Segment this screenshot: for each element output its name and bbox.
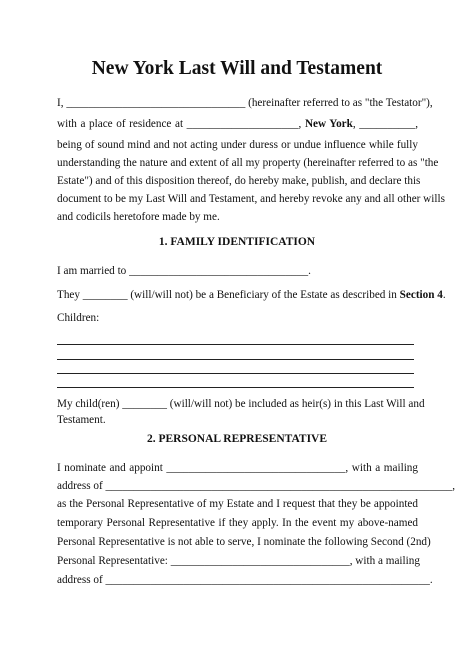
section-1-heading: 1. FAMILY IDENTIFICATION [158, 236, 316, 248]
intro-line-3: being of sound mind and not acting under duress or undue influence while fully [57, 139, 418, 151]
intro-line-5: Estate") and of this disposition thereof, do hereby make, publish, and declare this [57, 175, 421, 187]
section-2-heading: 2. PERSONAL REPRESENTATIVE [146, 433, 328, 445]
residence-tail: , __________, [352, 118, 419, 130]
representative-line-5: Personal Representative is not able to serve, I nominate the following Second (2nd) [57, 536, 431, 548]
state-name: New York [304, 118, 353, 130]
representative-line-1: I nominate and appoint ________________________________, with a mailing [57, 462, 418, 474]
children-blank-line[interactable] [57, 387, 414, 388]
intro-line-1: I, ________________________________ (hereinafter referred to as "the Testator"), [57, 97, 433, 109]
representative-line-3: as the Personal Representative of my Estate and I request that they be appointed [57, 498, 418, 510]
intro-line-2 [57, 117, 418, 131]
intro-line-4: understanding the nature and extent of all my property (hereinafter referred to as "the [57, 157, 439, 169]
beneficiary-tail: . [442, 289, 446, 301]
children-blank-line[interactable] [57, 373, 414, 374]
married-line: I am married to ________________________________. [57, 265, 311, 277]
beneficiary-line [57, 288, 446, 302]
children-heirs-line-1: My child(ren) ________ (will/will not) be included as heir(s) in this Last Will and [57, 398, 425, 410]
intro-line-7: and codicils heretofore made by me. [57, 211, 220, 223]
intro-line-6: document to be my Last Will and Testament, and hereby revoke any and all other wills [57, 193, 445, 205]
children-blank-line[interactable] [57, 359, 414, 360]
residence-text: with a place of residence at ____________________, [57, 118, 305, 130]
children-heirs-line-2: Testament. [57, 414, 106, 426]
representative-line-7: address of __________________________________________________________. [57, 574, 433, 586]
children-blank-line[interactable] [57, 344, 414, 345]
representative-line-4: temporary Personal Representative if they apply. In the event my above-named [57, 517, 418, 529]
children-label: Children: [57, 312, 100, 324]
representative-line-6: Personal Representative: ________________________________, with a mailing [57, 555, 420, 567]
beneficiary-text: They ________ (will/will not) be a Beneficiary of the Estate as described in [57, 289, 400, 301]
representative-line-2: address of ______________________________________________________________, [57, 480, 456, 492]
section-4-ref: Section 4 [399, 289, 443, 301]
document-title: New York Last Will and Testament [91, 58, 383, 79]
